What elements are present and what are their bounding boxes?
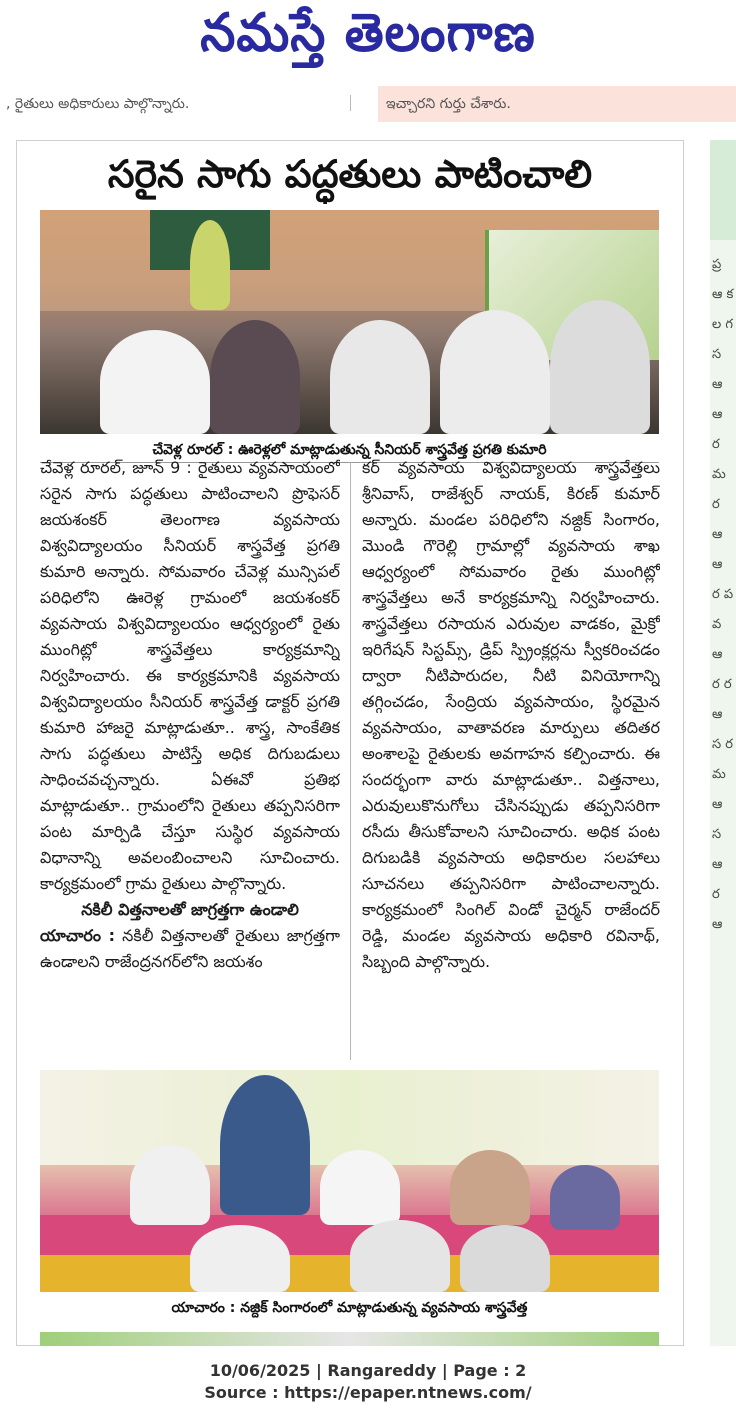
column-2-paragraph: కర్ వ్యవసాయ విశ్వవిద్యాలయ శాస్త్రవేత్తలు శ్రీనివాస్, రాజేశ్వర్ నాయక్, కిరణ్ కుమార్ అన్నారు. మండల పరిధిలోని నజ్దిక్ సింగారం, మొండి గౌరెల్లి గ్రామాల్లో వ్యవసాయ శాఖ ఆధ్వర్యంలో సోమవారం రైతు ముంగిట్లో శాస్త్రవేత్తలు అనే కార్యక్రమాన్ని నిర్వహించారు. శాస్త్రవేత్తలు రసాయన ఎరువుల వాడకం, మైక్రో ఇరిగేషన్ సిస్టమ్స్, డ్రిప్ స్ప్రింక్లర్లను స్వీకరించడం ద్వారా నీటిపారుదల, నీటి వినియోగాన్ని తగ్గించడం, సేంద్రియ వ్యవసాయం, స్థిరమైన వ్యవసాయం, వాతావరణ మార్పులు తదితర అంశాలపై రైతులకు అవగాహన కల్పించారు. ఈ సందర్భంగా వారు మాట్లాడుతూ.. విత్తనాలు, ఎరువులుకొనుగోలు చేసినప్పుడు తప్పనిసరిగా రసీదు తీసుకోవాలని సూచించారు. అధిక పంట దిగుబడికి వ్యవసాయ అధికారుల సలహాలు సూచనలు తప్పనిసరిగా పాటించాలన్నారు. కార్యక్రమంలో సింగిల్ విండో చైర్మన్ రాజేందర్ రెడ్డి, మండల వ్యవసాయ అధికారి రవినాథ్, సిబ్బంది పాల్గొన్నారు. xyxy=(362,458,660,971)
column-1-paragraph-2 xyxy=(40,923,340,975)
adjacent-article-text: ప్ర ఆ క ల గ స ఆ ఆ ర మ ర ఆ ఆ ర ప వ ఆ ర ర ఆ స ర మ ఆ స ఆ ర ఆ xyxy=(712,257,734,932)
photo-person xyxy=(450,1150,530,1225)
masthead-title: నమస్తే తెలంగాణ xyxy=(200,1,536,63)
photo-person xyxy=(460,1225,550,1292)
article-headline: సరైన సాగు పద్ధతులు పాటించాలి xyxy=(107,152,593,196)
top-strip-right: ఇచ్చారని గుర్తు చేశారు. xyxy=(378,86,736,122)
article-photo-stage xyxy=(40,1070,659,1292)
photo-person xyxy=(190,1225,290,1292)
photo-person xyxy=(550,300,650,434)
footer xyxy=(0,1360,736,1420)
column-1-paragraph-2-text: నకిలీ విత్తనాలతో రైతులు జాగ్రత్తగా ఉండాలని రాజేంద్రనగర్‌లోని జయశం xyxy=(40,926,340,971)
photo-person xyxy=(220,1075,310,1215)
photo-person xyxy=(330,320,430,434)
footer-source: Source : https://epaper.ntnews.com/ xyxy=(204,1383,532,1402)
column-divider xyxy=(350,462,351,1060)
photo-caption-2: యాచారం : నజ్దిక్ సింగారంలో మాట్లాడుతున్న వ్యవసాయ శాస్త్రవేత్త xyxy=(171,1300,528,1316)
masthead xyxy=(0,0,736,78)
footer-date-edition: 10/06/2025 | Rangareddy | Page : 2 xyxy=(209,1361,527,1380)
photo-person xyxy=(350,1220,450,1292)
photo-person xyxy=(440,310,550,434)
photo-person xyxy=(100,330,210,434)
article-column-2 xyxy=(362,455,660,1065)
adjacent-article-headline xyxy=(710,140,736,240)
photo-person xyxy=(550,1165,620,1230)
photo-person xyxy=(210,320,300,434)
adjacent-article-column xyxy=(710,140,736,1346)
article-subhead: నకిలీ విత్తనాలతో జాగ్రత్తగా ఉండాలి xyxy=(81,900,299,919)
article-photo-meeting xyxy=(40,210,659,434)
dateline-yacharam: యాచారం : xyxy=(40,926,116,945)
column-1-paragraph: చేవెళ్ల రూరల్, జూన్ 9 : రైతులు వ్యవసాయంలో సరైన సాగు పద్ధతులు పాటించాలని ప్రొఫెసర్ జయశంకర్ తెలంగాణ వ్యవసాయ విశ్వవిద్యాలయం సీనియర్ శాస్త్రవేత్త ప్రగతి కుమారి అన్నారు. సోమవారం చేవెళ్ల మున్సిపల్ పరిధిలోని ఊరెళ్ల గ్రామంలో జయశంకర్ వ్యవసాయ విశ్వవిద్యాలయం ఆధ్వర్యంలో రైతు ముంగిట్లో శాస్త్రవేత్తలు కార్యక్రమాన్ని నిర్వహించారు. ఈ కార్యక్రమానికి వ్యవసాయ విశ్వవిద్యాలయం సీనియర్ శాస్త్రవేత్త డాక్టర్ ప్రగతి కుమారి హాజరై మాట్లాడుతూ.. శాస్త్ర, సాంకేతిక సాగు పద్ధతులు పాటిస్తే అధిక దిగుబడులు సాధించవచ్చన్నారు. ఏఈవో ప్రతిభ మాట్లాడుతూ.. గ్రామంలోని రైతులు తప్పనిసరిగా పంట మార్పిడి చేస్తూ సుస్థిర వ్యవసాయ విధానాన్ని అవలంబించాలని సూచించారు. కార్యక్రమంలో గ్రామ రైతులు పాల్గొన్నారు. xyxy=(40,458,340,893)
strip-divider xyxy=(350,95,351,111)
photo-caption-1: చేవెళ్ల రూరల్ : ఊరెళ్లలో మాట్లాడుతున్న సీనియర్ శాస్త్రవేత్త ప్రగతి కుమారి xyxy=(152,442,547,458)
next-photo-strip xyxy=(40,1332,659,1346)
photo-person xyxy=(130,1145,210,1225)
photo-person xyxy=(320,1150,400,1225)
article-column-1 xyxy=(40,455,340,1065)
photo-person xyxy=(190,220,230,310)
top-strip-left: , రైతులు అధికారులు పాల్గొన్నారు. xyxy=(6,96,190,112)
